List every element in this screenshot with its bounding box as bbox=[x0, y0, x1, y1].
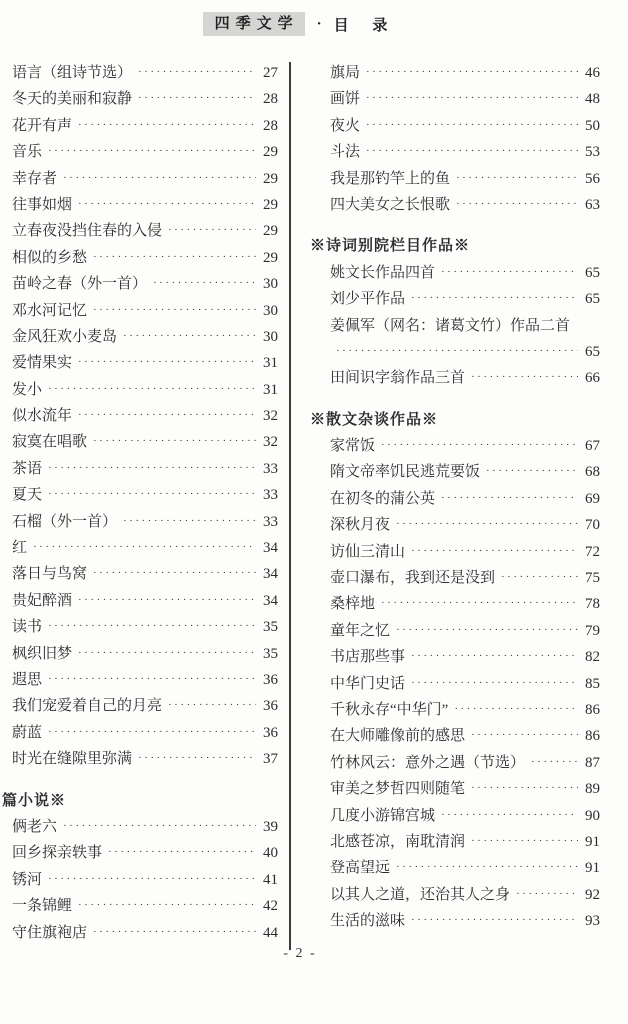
toc-row bbox=[2, 166, 278, 192]
dot-leader bbox=[33, 534, 256, 560]
magazine-title-badge: 四季文学 bbox=[203, 12, 305, 36]
dot-leader bbox=[454, 696, 578, 722]
entry-page-number: 78 bbox=[585, 596, 600, 613]
entry-page-number: 75 bbox=[585, 570, 600, 587]
entry-title: 夏天 bbox=[12, 487, 43, 504]
toc-right-column bbox=[310, 60, 600, 935]
entry-title: 姜佩军（网名：诸葛文竹）作品二首 bbox=[330, 317, 571, 334]
entry-title: 童年之忆 bbox=[330, 622, 391, 639]
dot-leader bbox=[411, 285, 578, 311]
toc-row bbox=[2, 893, 278, 919]
dot-leader bbox=[441, 802, 578, 828]
entry-page-number: 29 bbox=[263, 249, 278, 266]
entry-page-number: 33 bbox=[263, 513, 278, 530]
toc-row bbox=[310, 286, 600, 312]
entry-title: 刘少平作品 bbox=[330, 291, 406, 308]
entry-title: 发小 bbox=[12, 381, 43, 398]
entry-title: 往事如烟 bbox=[12, 196, 73, 213]
dot-leader bbox=[411, 643, 578, 669]
entry-title: 审美之梦哲四则随笔 bbox=[330, 781, 466, 798]
entry-title: 生活的滋味 bbox=[330, 913, 406, 930]
toc-row bbox=[310, 260, 600, 286]
toc-row bbox=[2, 920, 278, 946]
toc-row bbox=[2, 561, 278, 587]
toc-row bbox=[2, 746, 278, 772]
entry-page-number: 56 bbox=[585, 170, 600, 187]
dot-leader bbox=[366, 85, 578, 111]
entry-title: 似水流年 bbox=[12, 408, 73, 425]
entry-title: 斗法 bbox=[330, 144, 361, 161]
entry-page-number: 82 bbox=[585, 649, 600, 666]
entry-page-number: 91 bbox=[585, 833, 600, 850]
entry-title: 语言（组诗节选） bbox=[12, 65, 133, 81]
toc-row bbox=[310, 86, 600, 112]
dot-leader bbox=[48, 666, 256, 692]
entry-page-number: 36 bbox=[263, 724, 278, 741]
toc-row bbox=[2, 60, 278, 86]
entry-page-number: 53 bbox=[585, 144, 600, 161]
entry-title: 遐思 bbox=[12, 671, 43, 688]
entry-page-number: 79 bbox=[585, 622, 600, 639]
entry-page-number: 86 bbox=[585, 701, 600, 718]
entry-page-number: 28 bbox=[263, 117, 278, 134]
entry-page-number: 86 bbox=[585, 728, 600, 745]
entry-page-number: 39 bbox=[263, 818, 278, 835]
entry-title: 四大美女之长恨歌 bbox=[330, 196, 451, 213]
entry-title: 花开有声 bbox=[12, 117, 73, 134]
dot-leader bbox=[516, 881, 578, 907]
toc-row bbox=[2, 667, 278, 693]
toc-row bbox=[2, 298, 278, 324]
entry-page-number: 31 bbox=[263, 355, 278, 372]
entry-title: 登高望远 bbox=[330, 860, 391, 877]
entry-title: 姚文长作品四首 bbox=[330, 264, 436, 281]
toc-row bbox=[2, 218, 278, 244]
dot-leader bbox=[411, 670, 578, 696]
dot-leader bbox=[381, 590, 578, 616]
toc-row bbox=[2, 840, 278, 866]
entry-page-number: 34 bbox=[263, 566, 278, 583]
entry-title: 苗岭之春（外一首） bbox=[12, 276, 148, 293]
entry-title: 爱情果实 bbox=[12, 355, 73, 372]
dot-leader bbox=[48, 376, 256, 402]
toc-row bbox=[2, 245, 278, 271]
dot-leader bbox=[168, 692, 256, 718]
toc-row bbox=[2, 814, 278, 840]
entry-page-number: 40 bbox=[263, 845, 278, 862]
toc-row bbox=[2, 377, 278, 403]
dot-leader bbox=[153, 270, 256, 296]
dot-leader bbox=[471, 775, 578, 801]
dot-leader bbox=[381, 432, 578, 458]
dot-leader bbox=[93, 560, 256, 586]
toc-row bbox=[310, 776, 600, 802]
entry-title: 回乡探亲轶事 bbox=[12, 845, 103, 862]
toc-row bbox=[310, 591, 600, 617]
entry-title: 田间识字翁作品三首 bbox=[330, 370, 466, 387]
entry-title: 音乐 bbox=[12, 144, 43, 161]
toc-row bbox=[310, 365, 600, 391]
toc-row bbox=[2, 720, 278, 746]
dot-leader bbox=[456, 165, 578, 191]
entry-title: 红 bbox=[12, 540, 28, 557]
entry-title: 在大师雕像前的感思 bbox=[330, 728, 466, 745]
toc-row bbox=[310, 803, 600, 829]
footer-page-number: - 2 - bbox=[283, 946, 317, 961]
column-divider-line bbox=[289, 62, 291, 950]
entry-page-number: 90 bbox=[585, 807, 600, 824]
dot-leader bbox=[48, 866, 256, 892]
dot-leader bbox=[471, 364, 578, 390]
dot-leader bbox=[123, 323, 256, 349]
entry-page-number: 32 bbox=[263, 434, 278, 451]
dot-leader bbox=[93, 244, 256, 270]
dot-leader bbox=[486, 458, 578, 484]
entry-page-number: 36 bbox=[263, 671, 278, 688]
toc-row bbox=[2, 429, 278, 455]
dot-leader bbox=[78, 349, 256, 375]
toc-row bbox=[310, 313, 600, 339]
entry-page-number: 44 bbox=[263, 924, 278, 941]
dot-leader bbox=[441, 485, 578, 511]
entry-title: 时光在缝隙里弥满 bbox=[12, 751, 133, 768]
entry-page-number: 35 bbox=[263, 645, 278, 662]
dot-leader bbox=[138, 59, 256, 85]
entry-page-number: 27 bbox=[263, 65, 278, 81]
dot-leader bbox=[78, 402, 256, 428]
entry-title: 夜火 bbox=[330, 117, 361, 134]
entry-title: 中华门史话 bbox=[330, 675, 406, 692]
dot-leader bbox=[396, 511, 578, 537]
dot-leader bbox=[93, 428, 256, 454]
entry-page-number: 66 bbox=[585, 370, 600, 387]
dot-leader bbox=[396, 854, 578, 880]
entry-page-number: 29 bbox=[263, 223, 278, 240]
entry-title: 深秋月夜 bbox=[330, 517, 391, 534]
toc-row bbox=[2, 867, 278, 893]
dot-leader bbox=[93, 919, 256, 945]
toc-row bbox=[310, 433, 600, 459]
dot-leader bbox=[63, 165, 256, 191]
entry-page-number: 29 bbox=[263, 170, 278, 187]
dot-leader bbox=[366, 112, 578, 138]
dot-leader bbox=[336, 338, 578, 364]
entry-title: 守住旗袍店 bbox=[12, 924, 88, 941]
entry-title: 桑梓地 bbox=[330, 596, 376, 613]
dot-leader bbox=[48, 138, 256, 164]
section-label: ※散文杂谈作品※ bbox=[310, 411, 439, 428]
entry-title: 落日与鸟窝 bbox=[12, 566, 88, 583]
toc-row bbox=[310, 139, 600, 165]
dot-leader bbox=[366, 138, 578, 164]
entry-title: 锈河 bbox=[12, 871, 43, 888]
dot-leader bbox=[123, 508, 256, 534]
entry-page-number: 65 bbox=[585, 343, 600, 360]
entry-title: 壶口瀑布，我到还是没到 bbox=[330, 570, 496, 587]
toc-row bbox=[310, 113, 600, 139]
toc-row bbox=[310, 697, 600, 723]
toc-row bbox=[310, 750, 600, 776]
toc-section-header bbox=[310, 233, 600, 259]
toc-row bbox=[2, 139, 278, 165]
entry-title: 我们宠爱着自己的月亮 bbox=[12, 698, 163, 715]
entry-title: 隋文帝率饥民逃荒要饭 bbox=[330, 464, 481, 481]
page-title: 目 录 bbox=[333, 17, 398, 34]
toc-row bbox=[310, 339, 600, 365]
toc-row bbox=[2, 614, 278, 640]
toc-row bbox=[2, 350, 278, 376]
entry-title: 邓水河记忆 bbox=[12, 302, 88, 319]
toc-row bbox=[310, 512, 600, 538]
toc-row bbox=[310, 908, 600, 934]
entry-title: 蔚蓝 bbox=[12, 724, 43, 741]
dot-leader bbox=[138, 85, 256, 111]
entry-page-number: 93 bbox=[585, 913, 600, 930]
dot-leader bbox=[501, 564, 578, 590]
toc-row bbox=[310, 60, 600, 86]
entry-title: 读书 bbox=[12, 619, 43, 636]
entry-page-number: 36 bbox=[263, 698, 278, 715]
toc-row bbox=[2, 403, 278, 429]
entry-page-number: 65 bbox=[585, 291, 600, 308]
entry-page-number: 42 bbox=[263, 898, 278, 915]
dot-leader bbox=[366, 59, 578, 85]
toc-row bbox=[2, 588, 278, 614]
entry-page-number: 37 bbox=[263, 751, 278, 768]
entry-title: 金风狂欢小麦岛 bbox=[12, 328, 118, 345]
entry-title: 书店那些事 bbox=[330, 649, 406, 666]
dot-leader bbox=[471, 722, 578, 748]
dot-leader bbox=[93, 297, 256, 323]
entry-page-number: 33 bbox=[263, 487, 278, 504]
entry-page-number: 89 bbox=[585, 781, 600, 798]
entry-page-number: 30 bbox=[263, 302, 278, 319]
dot-leader bbox=[48, 455, 256, 481]
entry-page-number: 33 bbox=[263, 460, 278, 477]
entry-title: 家常饭 bbox=[330, 438, 376, 455]
toc-row bbox=[310, 192, 600, 218]
entry-page-number: 34 bbox=[263, 592, 278, 609]
entry-title: 几度小游锦宫城 bbox=[330, 807, 436, 824]
toc-row bbox=[310, 855, 600, 881]
entry-page-number: 91 bbox=[585, 860, 600, 877]
dot-leader bbox=[411, 538, 578, 564]
toc-row bbox=[310, 671, 600, 697]
toc-row bbox=[2, 693, 278, 719]
entry-title: 北感苍凉，南耽清润 bbox=[330, 833, 466, 850]
entry-title: 相似的乡愁 bbox=[12, 249, 88, 266]
dot-leader bbox=[396, 617, 578, 643]
entry-title: 画饼 bbox=[330, 91, 361, 108]
toc-row bbox=[310, 459, 600, 485]
entry-page-number: 31 bbox=[263, 381, 278, 398]
entry-page-number: 92 bbox=[585, 886, 600, 903]
toc-row bbox=[2, 535, 278, 561]
entry-title: 竹林风云：意外之遇（节选） bbox=[330, 754, 526, 771]
toc-row bbox=[310, 166, 600, 192]
entry-title: 我是那钓竿上的鱼 bbox=[330, 170, 451, 187]
toc-row bbox=[310, 539, 600, 565]
entry-page-number: 28 bbox=[263, 91, 278, 108]
toc-row bbox=[2, 509, 278, 535]
toc-row bbox=[2, 271, 278, 297]
dot-leader bbox=[78, 587, 256, 613]
section-label: 篇小说※ bbox=[2, 792, 67, 809]
toc-row bbox=[2, 86, 278, 112]
toc-row bbox=[310, 644, 600, 670]
entry-title: 访仙三清山 bbox=[330, 543, 406, 560]
dot-leader bbox=[168, 217, 256, 243]
entry-page-number: 65 bbox=[585, 264, 600, 281]
dot-leader bbox=[48, 481, 256, 507]
toc-row bbox=[2, 456, 278, 482]
dot-leader bbox=[471, 828, 578, 854]
dot-leader bbox=[456, 191, 578, 217]
toc-row bbox=[310, 829, 600, 855]
dot-leader bbox=[48, 719, 256, 745]
entry-page-number: 30 bbox=[263, 276, 278, 293]
dot-leader bbox=[441, 259, 578, 285]
dot-leader bbox=[411, 907, 578, 933]
dot-leader bbox=[48, 613, 256, 639]
dot-leader bbox=[78, 892, 256, 918]
entry-title: 千秋永存“中华门” bbox=[330, 701, 449, 718]
entry-page-number: 63 bbox=[585, 196, 600, 213]
entry-title: 冬天的美丽和寂静 bbox=[12, 91, 133, 108]
toc-row bbox=[310, 723, 600, 749]
toc-left-column bbox=[2, 60, 278, 946]
toc-row bbox=[310, 565, 600, 591]
toc-section-header bbox=[2, 788, 278, 814]
entry-page-number: 48 bbox=[585, 91, 600, 108]
dot-leader bbox=[108, 839, 256, 865]
dot-leader bbox=[78, 191, 256, 217]
entry-title: 寂寞在唱歌 bbox=[12, 434, 88, 451]
toc-row bbox=[310, 882, 600, 908]
entry-page-number: 67 bbox=[585, 438, 600, 455]
entry-title: 贵妃醉酒 bbox=[12, 592, 73, 609]
entry-title: 在初冬的蒲公英 bbox=[330, 490, 436, 507]
dot-leader bbox=[63, 813, 256, 839]
entry-page-number: 72 bbox=[585, 543, 600, 560]
entry-page-number: 87 bbox=[585, 754, 600, 771]
entry-title: 枫织旧梦 bbox=[12, 645, 73, 662]
entry-page-number: 30 bbox=[263, 328, 278, 345]
entry-title: 幸存者 bbox=[12, 170, 58, 187]
entry-title: 茶语 bbox=[12, 460, 43, 477]
dot-leader bbox=[78, 112, 256, 138]
entry-title: 石榴（外一首） bbox=[12, 513, 118, 530]
toc-section-header bbox=[310, 407, 600, 433]
entry-page-number: 34 bbox=[263, 540, 278, 557]
header-separator-dot: · bbox=[316, 15, 322, 32]
entry-page-number: 85 bbox=[585, 675, 600, 692]
section-label: ※诗词别院栏目作品※ bbox=[310, 238, 471, 255]
entry-page-number: 70 bbox=[585, 517, 600, 534]
dot-leader bbox=[78, 640, 256, 666]
page-header bbox=[0, 12, 600, 36]
entry-page-number: 32 bbox=[263, 408, 278, 425]
entry-page-number: 29 bbox=[263, 144, 278, 161]
entry-page-number: 68 bbox=[585, 464, 600, 481]
dot-leader bbox=[531, 749, 578, 775]
entry-title: 俩老六 bbox=[12, 818, 58, 835]
entry-page-number: 41 bbox=[263, 871, 278, 888]
toc-row bbox=[310, 486, 600, 512]
toc-row bbox=[2, 113, 278, 139]
entry-page-number: 35 bbox=[263, 619, 278, 636]
entry-page-number: 46 bbox=[585, 65, 600, 81]
entry-title: 一条锦鲤 bbox=[12, 898, 73, 915]
toc-row bbox=[2, 641, 278, 667]
entry-page-number: 29 bbox=[263, 196, 278, 213]
toc-row bbox=[2, 482, 278, 508]
toc-row bbox=[2, 192, 278, 218]
entry-title: 旗局 bbox=[330, 65, 361, 81]
entry-title: 立春夜没挡住春的入侵 bbox=[12, 223, 163, 240]
dot-leader bbox=[138, 745, 256, 771]
entry-page-number: 69 bbox=[585, 490, 600, 507]
entry-title: 以其人之道，还治其人之身 bbox=[330, 886, 511, 903]
toc-row bbox=[310, 618, 600, 644]
entry-page-number: 50 bbox=[585, 117, 600, 134]
toc-row bbox=[2, 324, 278, 350]
